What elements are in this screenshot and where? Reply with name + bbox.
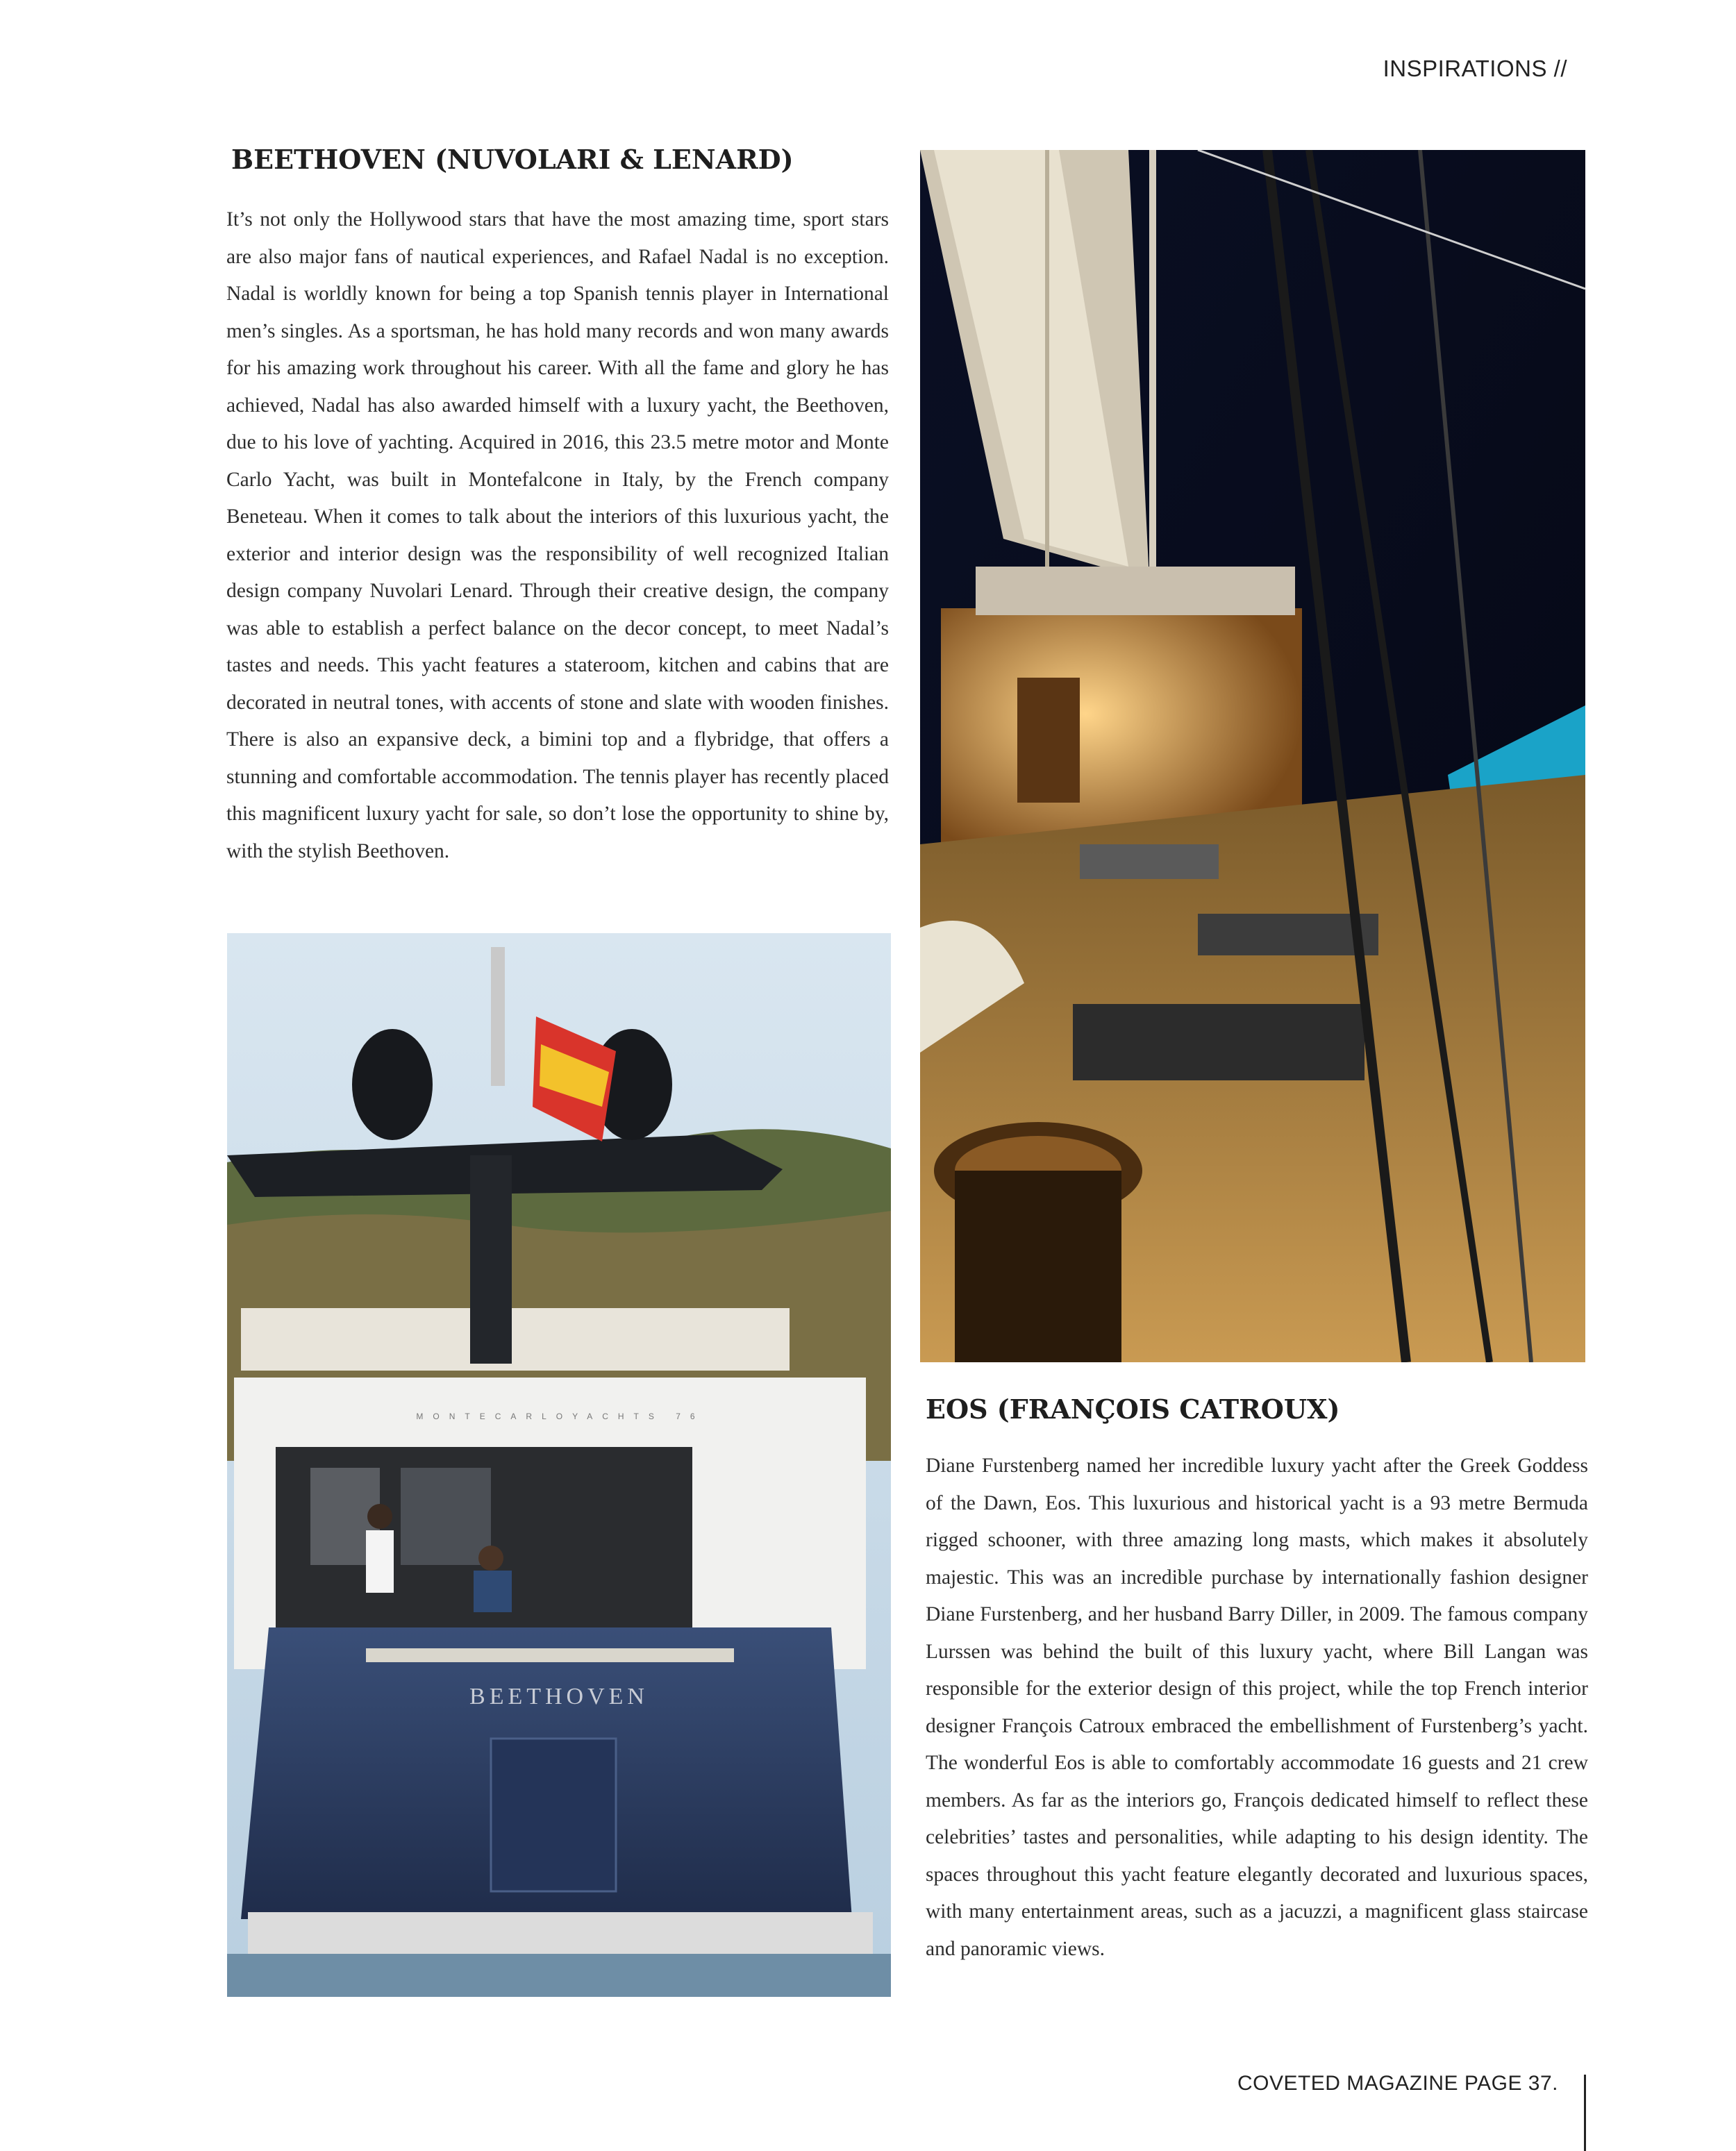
hull-name-text: BEETHOVEN xyxy=(469,1684,649,1709)
eos-yacht-photo xyxy=(920,150,1585,1362)
eos-body: Diane Furstenberg named her incredible luxury yacht after the Greek Goddess of the Dawn, Eos. This luxurious and historical yacht is a 93 metre Bermuda rigged schooner, with three amazing long masts, which makes it absolutely majestic. This was an incredible purchase by internationally fashion designer Diane Furstenberg, and her husband Barry Diller, in 2009. The famous company Lurssen was behind the built of this luxury yacht, where Bill Langan was responsible for the exterior design of this project, while the top French interior designer François Catroux embraced the embellishment of Furstenberg’s yacht. The wonderful Eos is able to comfortably accommodate 16 guests and 21 crew members. As far as the interiors go, François dedicated himself to reflect these celebrities’ tastes and personalities, while adapting to his design identity. The spaces throughout this yacht feature elegantly decorated and luxurious spaces, with many entertainment areas, such as a jacuzzi, a magnificent glass staircase and panoramic views. xyxy=(926,1455,1588,1960)
beethoven-heading: BEETHOVEN (NUVOLARI & LENARD) xyxy=(231,144,794,175)
page-footer: COVETED MAGAZINE PAGE 37. xyxy=(1237,2072,1558,2095)
beethoven-yacht-photo xyxy=(227,933,891,1997)
section-header: INSPIRATIONS // xyxy=(1383,56,1567,81)
model-name-text: MONTECARLOYACHTS 76 xyxy=(416,1412,705,1421)
beethoven-body: It’s not only the Hollywood stars that have the most amazing time, sport stars are also major fans of nautical experiences, and Rafael Nadal is no exception. Nadal is worldly known for being a top Spanish tennis player in International men’s singles. As a sportsman, he has hold many records and won many awards for his amazing work throughout his career. With all the fame and glory he has achieved, Nadal has also awarded himself with a luxury yacht, the Beethoven, due to his love of yachting. Acquired in 2016, this 23.5 metre motor and Monte Carlo Yacht, was built in Montefalcone in Italy, by the French company Beneteau. When it comes to talk about the interiors of this luxurious yacht, the exterior and interior design was the responsibility of well recognized Italian design company Nuvolari Lenard. Through their creative design, the company was able to establish a perfect balance on the decor concept, to meet Nadal’s tastes and needs. This yacht features a stateroom, kitchen and cabins that are decorated in neutral tones, with accents of stone and slate with wooden finishes. There is also an expansive deck, a bimini top and a flybridge, that offers a stunning and comfortable accommodation. The tennis player has recently placed this magnificent luxury yacht for sale, so don’t lose the opportunity to shine by, with the stylish Beethoven. xyxy=(226,208,889,862)
eos-heading: EOS (FRANÇOIS CATROUX) xyxy=(926,1393,1340,1425)
footer-divider xyxy=(1584,2075,1586,2151)
